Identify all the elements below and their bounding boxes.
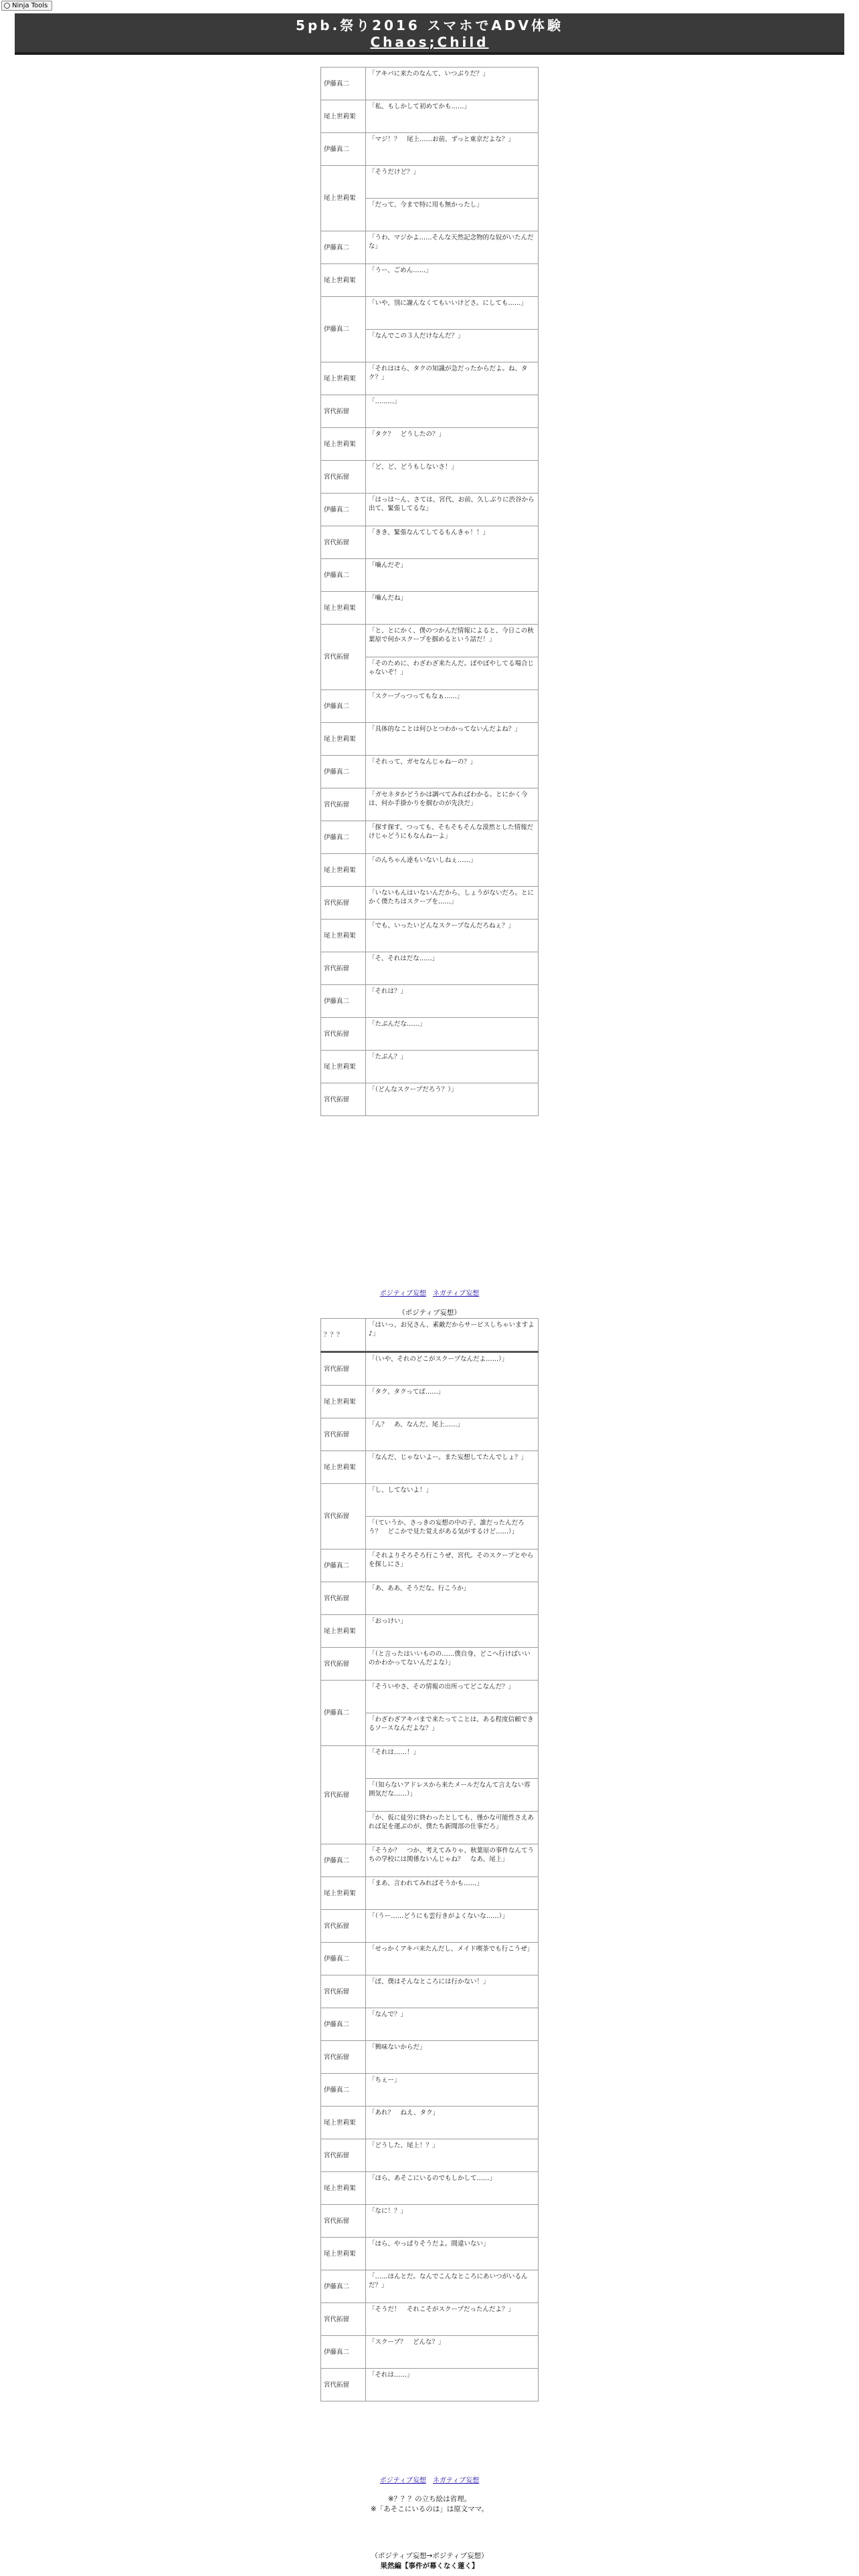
- speaker-name: 宮代拓留: [321, 1648, 366, 1681]
- dialogue-row: [321, 1484, 539, 1517]
- speaker-name: 伊藤真二: [321, 133, 366, 166]
- dialogue-row: [321, 100, 539, 133]
- speaker-name: 伊藤真二: [321, 1549, 366, 1582]
- dialogue-row: [321, 1549, 539, 1582]
- choice-links-1: [0, 1287, 859, 1297]
- speaker-name: 宮代拓留: [321, 2041, 366, 2074]
- dialogue-line: 「それよりそろそろ行こうぜ、宮代。そのスクープとやらを探しにさ」: [366, 1549, 539, 1582]
- speaker-name: 伊藤真二: [321, 690, 366, 723]
- dialogue-row: [321, 1877, 539, 1910]
- speaker-name: ？？？: [321, 1319, 366, 1352]
- dialogue-row: [321, 362, 539, 395]
- dialogue-row: [321, 1943, 539, 1975]
- ending-label: 果然編【事件が幕くなく蓮く】: [380, 2562, 479, 2570]
- dialogue-row: [321, 1451, 539, 1484]
- dialogue-line: 「スクープ？ どんな？」: [366, 2336, 539, 2369]
- negative-delusion-link[interactable]: ネガティブ妄想: [433, 2477, 480, 2484]
- dialogue-line: 「どうした、尾上！？」: [366, 2139, 539, 2172]
- speaker-name: 宮代拓留: [321, 2205, 366, 2238]
- dialogue-line: 「（ていうか、さっきの妄想の中の子、誰だったんだろう？ どこかで見た覚えがある気がするけど……）」: [366, 1517, 539, 1549]
- dialogue-line: 「か、仮に徒労に終わったとしても、僅かな可能性さえあれば足を運ぶのが、僕たち新聞部の仕事だろ」: [366, 1812, 539, 1844]
- speaker-name: 伊藤真二: [321, 821, 366, 854]
- speaker-name: 尾上世莉架: [321, 264, 366, 297]
- speaker-name: 尾上世莉架: [321, 428, 366, 461]
- dialogue-row: [321, 264, 539, 297]
- dialogue-line: 「いないもんはいないんだから、しょうがないだろ。とにかく僕たちはスクープを……」: [366, 887, 539, 920]
- dialogue-line: 「私、もしかして初めてかも……」: [366, 100, 539, 133]
- dialogue-line: 「なんでこの３人だけなんだ？」: [366, 330, 539, 362]
- dialogue-row: [321, 2139, 539, 2172]
- dialogue-line: 「噛んだね」: [366, 592, 539, 625]
- page-subtitle: Chaos;Child: [370, 34, 489, 50]
- dialogue-line: 「アキバに来たのなんて、いつぶりだ？」: [366, 68, 539, 100]
- speaker-name: 尾上世莉架: [321, 1386, 366, 1418]
- dialogue-row: [321, 2172, 539, 2205]
- notes: [0, 2494, 859, 2514]
- dialogue-row: [321, 2205, 539, 2238]
- dialogue-row: [321, 2303, 539, 2336]
- dialogue-line: 「（いや、それのどこがスクープなんだよ……）」: [366, 1352, 539, 1386]
- dialogue-line: 「そ、それはだな……」: [366, 952, 539, 985]
- dialogue-row: [321, 494, 539, 526]
- speaker-name: 尾上世莉架: [321, 362, 366, 395]
- note-line: ※？？？の立ち絵は省理。: [387, 2495, 472, 2503]
- ninja-tools-label: Ninja Tools: [12, 2, 48, 9]
- speaker-name: 宮代拓留: [321, 1083, 366, 1116]
- dialogue-line: 「きき、緊張なんてしてるもんきゃ！！」: [366, 526, 539, 559]
- dialogue-row: [321, 723, 539, 756]
- dialogue-line: 「そういやさ、その情報の出所ってどこなんだ？」: [366, 1681, 539, 1713]
- dialogue-line: 「ほら、あそこにいるのでもしかして……」: [366, 2172, 539, 2205]
- dialogue-row: [321, 1352, 539, 1386]
- speaker-name: 伊藤真二: [321, 297, 366, 362]
- speaker-name: 宮代拓留: [321, 952, 366, 985]
- script-table-positive: [320, 1318, 539, 2401]
- dialogue-row: [321, 428, 539, 461]
- dialogue-row: [321, 788, 539, 821]
- dialogue-row: [321, 231, 539, 264]
- speaker-name: 尾上世莉架: [321, 166, 366, 231]
- dialogue-row: [321, 68, 539, 100]
- speaker-name: 宮代拓留: [321, 1582, 366, 1615]
- speaker-name: 伊藤真二: [321, 68, 366, 100]
- dialogue-row: [321, 2238, 539, 2270]
- script-table-intro: [320, 67, 539, 1116]
- dialogue-line: 「タク、タクってば……」: [366, 1386, 539, 1418]
- dialogue-row: [321, 1910, 539, 1943]
- dialogue-row: [321, 526, 539, 559]
- dialogue-row: [321, 1844, 539, 1877]
- speaker-name: 宮代拓留: [321, 461, 366, 494]
- negative-delusion-link[interactable]: ネガティブ妄想: [433, 1290, 480, 1297]
- dialogue-row: [321, 2369, 539, 2401]
- dialogue-row: [321, 133, 539, 166]
- dialogue-row: [321, 461, 539, 494]
- dialogue-row: [321, 1051, 539, 1083]
- dialogue-row: [321, 592, 539, 625]
- dialogue-line: 「なんで？」: [366, 2008, 539, 2041]
- speaker-name: 伊藤真二: [321, 2074, 366, 2107]
- dialogue-line: 「タク？ どうしたの？」: [366, 428, 539, 461]
- dialogue-line: 「あれ？ ねえ、タク」: [366, 2107, 539, 2139]
- dialogue-row: [321, 166, 539, 199]
- dialogue-row: [321, 2074, 539, 2107]
- dialogue-line: 「だって、今まで特に用も無かったし」: [366, 199, 539, 231]
- dialogue-row: [321, 2041, 539, 2074]
- speaker-name: 宮代拓留: [321, 1018, 366, 1051]
- speaker-name: 宮代拓留: [321, 1352, 366, 1386]
- dialogue-line: 「たぶん？」: [366, 1051, 539, 1083]
- dialogue-line: 「探す探す、つっても、そもそもそんな漠然とした情報だけじゃどうにもなんねーよ」: [366, 821, 539, 854]
- dialogue-line: 「そのために、わざわざ来たんだ。ぼやぼやしてる場合じゃないぞ！」: [366, 657, 539, 690]
- dialogue-line: 「うー、ごめん……」: [366, 264, 539, 297]
- dialogue-line: 「まあ、言われてみればそうかも……」: [366, 1877, 539, 1910]
- dialogue-line: 「ほら、やっぱりそうだよ。間違いない」: [366, 2238, 539, 2270]
- speaker-name: 伊藤真二: [321, 2270, 366, 2303]
- speaker-name: 伊藤真二: [321, 1844, 366, 1877]
- dialogue-line: 「でも、いったいどんなスクープなんだろねぇ？」: [366, 920, 539, 952]
- speaker-name: 伊藤真二: [321, 559, 366, 592]
- speaker-name: 尾上世莉架: [321, 1615, 366, 1648]
- ninja-tools-icon: [4, 3, 10, 9]
- speaker-name: 宮代拓留: [321, 526, 366, 559]
- dialogue-line: 「スクープっつってもなぁ……」: [366, 690, 539, 723]
- dialogue-row: [321, 1648, 539, 1681]
- speaker-name: 尾上世莉架: [321, 100, 366, 133]
- dialogue-line: 「せっかくアキバ来たんだし、メイド喫茶でも行こうぜ」: [366, 1943, 539, 1975]
- speaker-name: 伊藤真二: [321, 2008, 366, 2041]
- dialogue-line: 「と、とにかく、僕のつかんだ情報によると、今日この秋葉原で何かスクープを掴めるという話だ！」: [366, 625, 539, 657]
- note-line: ※「あそこにいるのは」は原文ママ。: [370, 2505, 489, 2513]
- choice-links-2: [0, 2474, 859, 2484]
- dialogue-row: [321, 1083, 539, 1116]
- speaker-name: 尾上世莉架: [321, 1877, 366, 1910]
- route-footer: [0, 2551, 859, 2571]
- dialogue-line: 「ど、ど、どうもしないさ！」: [366, 461, 539, 494]
- dialogue-row: [321, 854, 539, 887]
- dialogue-row: [321, 756, 539, 788]
- ninja-tools-button[interactable]: [1, 1, 52, 11]
- dialogue-line: 「それはほら、タクの知識が急だったからだよ。ね、タク？」: [366, 362, 539, 395]
- dialogue-row: [321, 395, 539, 428]
- dialogue-row: [321, 1615, 539, 1648]
- speaker-name: 尾上世莉架: [321, 2238, 366, 2270]
- page-title-banner: [15, 13, 844, 55]
- dialogue-line: 「ん？ あ、なんだ、尾上……」: [366, 1418, 539, 1451]
- speaker-name: 伊藤真二: [321, 494, 366, 526]
- dialogue-row: [321, 1386, 539, 1418]
- speaker-name: 宮代拓留: [321, 2369, 366, 2401]
- speaker-name: 宮代拓留: [321, 1910, 366, 1943]
- dialogue-row: [321, 985, 539, 1018]
- speaker-name: 宮代拓留: [321, 1418, 366, 1451]
- dialogue-line: 「それは……」: [366, 2369, 539, 2401]
- dialogue-line: 「ちぇー」: [366, 2074, 539, 2107]
- speaker-name: 尾上世莉架: [321, 723, 366, 756]
- dialogue-line: 「ぼ、僕はそんなところには行かない！」: [366, 1975, 539, 2008]
- dialogue-row: [321, 887, 539, 920]
- page-title: 5pb.祭り2016 スマホでADV体験: [296, 17, 563, 33]
- dialogue-row: [321, 1418, 539, 1451]
- dialogue-line: 「それは？」: [366, 985, 539, 1018]
- dialogue-row: [321, 1018, 539, 1051]
- speaker-name: 尾上世莉架: [321, 2107, 366, 2139]
- speaker-name: 伊藤真二: [321, 985, 366, 1018]
- dialogue-line: 「興味ないからだ」: [366, 2041, 539, 2074]
- dialogue-row: [321, 297, 539, 330]
- speaker-name: 尾上世莉架: [321, 1051, 366, 1083]
- dialogue-row: [321, 1975, 539, 2008]
- dialogue-row: [321, 559, 539, 592]
- dialogue-line: 「ガセネタかどうかは調べてみればわかる。とにかく今は、何か手掛かりを掴むのが先決だ」: [366, 788, 539, 821]
- route-label: （ポジティブ妄想→ポジティブ妄想）: [371, 2552, 488, 2560]
- dialogue-row: [321, 920, 539, 952]
- dialogue-line: 「………」: [366, 395, 539, 428]
- positive-delusion-link[interactable]: ポジティブ妄想: [379, 2477, 426, 2484]
- dialogue-row: [321, 952, 539, 985]
- dialogue-line: 「あ、ああ、そうだな。行こうか」: [366, 1582, 539, 1615]
- dialogue-line: 「なんだ、じゃないよー。また妄想してたんでしょ？」: [366, 1451, 539, 1484]
- dialogue-line: 「（知らないアドレスから来たメールだなんて言えない雰囲気だな……）」: [366, 1779, 539, 1812]
- speaker-name: 尾上世莉架: [321, 592, 366, 625]
- speaker-name: 宮代拓留: [321, 625, 366, 690]
- dialogue-line: 「マジ！？ 尾上……お前、ずっと東京だよな？」: [366, 133, 539, 166]
- dialogue-line: 「なに！？」: [366, 2205, 539, 2238]
- dialogue-row: [321, 1681, 539, 1713]
- dialogue-line: 「はっは～ん、さては、宮代、お前、久しぶりに渋谷から出て、緊張してるな」: [366, 494, 539, 526]
- positive-delusion-link[interactable]: ポジティブ妄想: [379, 1290, 426, 1297]
- dialogue-line: 「わざわざアキバまで来たってことは、ある程度信頼できるソースなんだよな？」: [366, 1713, 539, 1746]
- speaker-name: 尾上世莉架: [321, 1451, 366, 1484]
- dialogue-line: 「し、してないよ！」: [366, 1484, 539, 1517]
- dialogue-row: [321, 1319, 539, 1352]
- speaker-name: 宮代拓留: [321, 788, 366, 821]
- speaker-name: 伊藤真二: [321, 231, 366, 264]
- dialogue-row: [321, 2008, 539, 2041]
- dialogue-line: 「おっけい」: [366, 1615, 539, 1648]
- speaker-name: 宮代拓留: [321, 395, 366, 428]
- dialogue-line: 「はいっ、お兄さん、素敵だからサービスしちゃいますよ♪」: [366, 1319, 539, 1352]
- speaker-name: 尾上世莉架: [321, 854, 366, 887]
- speaker-name: 伊藤真二: [321, 1681, 366, 1746]
- speaker-name: 宮代拓留: [321, 1975, 366, 2008]
- dialogue-line: 「（うー……どうにも雲行きがよくないな……）」: [366, 1910, 539, 1943]
- speaker-name: 宮代拓留: [321, 2139, 366, 2172]
- dialogue-row: [321, 1746, 539, 1779]
- dialogue-line: 「たぶんだな……」: [366, 1018, 539, 1051]
- dialogue-line: 「のんちゃん達もいないしねぇ……」: [366, 854, 539, 887]
- speaker-name: 尾上世莉架: [321, 2172, 366, 2205]
- dialogue-line: 「（どんなスクープだろう？）」: [366, 1083, 539, 1116]
- speaker-name: 宮代拓留: [321, 2303, 366, 2336]
- dialogue-row: [321, 2336, 539, 2369]
- speaker-name: 尾上世莉架: [321, 920, 366, 952]
- dialogue-line: 「（と言ったはいいものの……僕自身、どこへ行けばいいのかわかってないんだよな）」: [366, 1648, 539, 1681]
- dialogue-line: 「それって、ガセなんじゃねーの？」: [366, 756, 539, 788]
- dialogue-line: 「うわ、マジかよ……そんな天然記念物的な奴がいたんだな」: [366, 231, 539, 264]
- section-title-positive: （ポジティブ妄想）: [398, 1309, 461, 1317]
- dialogue-line: 「噛んだぞ」: [366, 559, 539, 592]
- dialogue-row: [321, 690, 539, 723]
- dialogue-row: [321, 625, 539, 657]
- dialogue-row: [321, 1582, 539, 1615]
- dialogue-row: [321, 2270, 539, 2303]
- dialogue-line: 「それは……！」: [366, 1746, 539, 1779]
- dialogue-line: 「そうだ！ それこそがスクープだったんだよ？」: [366, 2303, 539, 2336]
- dialogue-line: 「そうか？ つか、考えてみりゃ、秋葉原の事件なんてうちの学校には関係ないんじゃね？ なあ、尾上」: [366, 1844, 539, 1877]
- dialogue-line: 「具体的なことは何ひとつわかってないんだよね？」: [366, 723, 539, 756]
- dialogue-line: 「そうだけど？」: [366, 166, 539, 199]
- speaker-name: 宮代拓留: [321, 1746, 366, 1844]
- speaker-name: 伊藤真二: [321, 2336, 366, 2369]
- speaker-name: 宮代拓留: [321, 1484, 366, 1549]
- dialogue-row: [321, 821, 539, 854]
- dialogue-line: 「いや、別に謝んなくてもいいけどさ。にしても……」: [366, 297, 539, 330]
- speaker-name: 宮代拓留: [321, 887, 366, 920]
- dialogue-row: [321, 2107, 539, 2139]
- speaker-name: 伊藤真二: [321, 1943, 366, 1975]
- speaker-name: 伊藤真二: [321, 756, 366, 788]
- dialogue-line: 「……ほんとだ。なんでこんなところにあいつがいるんだ？」: [366, 2270, 539, 2303]
